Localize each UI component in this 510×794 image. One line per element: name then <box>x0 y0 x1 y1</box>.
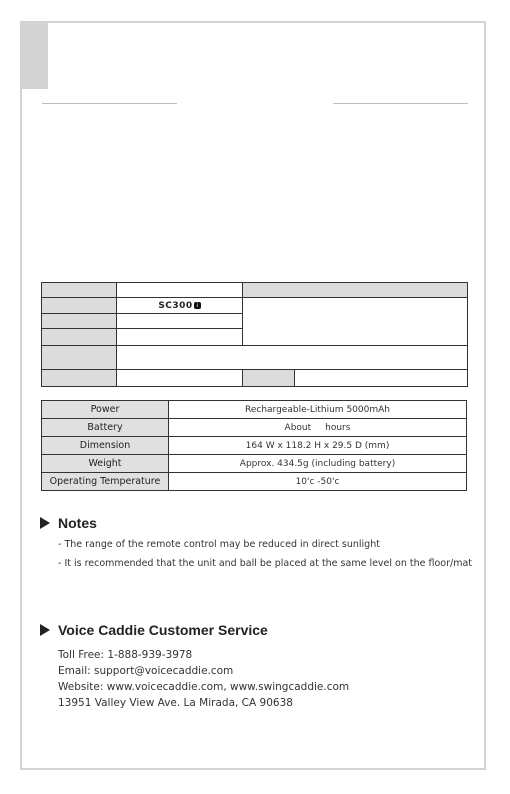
battery-value-prefix: About <box>284 422 312 433</box>
website-line: Website: www.voicecaddie.com, www.swingcaddie.com <box>58 681 350 693</box>
spec-label: Battery <box>42 419 169 437</box>
corner-tab <box>20 21 48 89</box>
spec-label: Power <box>42 401 169 419</box>
warranty-cell <box>42 298 117 314</box>
warranty-cell <box>42 314 117 329</box>
spec-row-dimension <box>42 437 467 455</box>
warranty-cell <box>117 329 243 346</box>
play-triangle-icon <box>40 517 50 529</box>
warranty-cell <box>243 370 295 387</box>
notes-heading <box>40 515 97 531</box>
spec-value: Rechargeable-Lithium 5000mAh <box>169 401 467 419</box>
warranty-cell <box>117 346 468 370</box>
warranty-cell <box>42 370 117 387</box>
warranty-cell <box>243 283 468 298</box>
spec-value <box>169 419 467 437</box>
play-triangle-icon <box>40 624 50 636</box>
warranty-cell <box>42 346 117 370</box>
email-line: Email: support@voicecaddie.com <box>58 665 234 677</box>
warranty-cell <box>117 283 243 298</box>
spec-value: Approx. 434.5g (including battery) <box>169 455 467 473</box>
header-rule-left <box>42 103 177 104</box>
toll-free-line: Toll Free: 1-888-939-3978 <box>58 649 193 661</box>
note-item: - It is recommended that the unit and ball be placed at the same level on the floor/mat <box>58 558 473 569</box>
spec-row-power <box>42 401 467 419</box>
spec-table <box>41 400 467 491</box>
spec-row-operating-temperature <box>42 473 467 491</box>
model-logo: SC300 <box>158 300 193 311</box>
note-item: - The range of the remote control may be reduced in direct sunlight <box>58 539 380 550</box>
model-cell <box>117 298 243 314</box>
warranty-cell <box>117 370 243 387</box>
spec-label: Weight <box>42 455 169 473</box>
spec-value: 10'c -50'c <box>169 473 467 491</box>
spec-row-weight <box>42 455 467 473</box>
warranty-cell <box>117 314 243 329</box>
notes-heading-text: Notes <box>58 515 97 531</box>
customer-service-heading-text: Voice Caddie Customer Service <box>58 622 268 638</box>
spec-value: 164 W x 118.2 H x 29.5 D (mm) <box>169 437 467 455</box>
spec-label: Dimension <box>42 437 169 455</box>
customer-service-heading <box>40 622 268 638</box>
spec-row-battery <box>42 419 467 437</box>
model-badge: i <box>194 302 201 309</box>
battery-value-suffix: hours <box>325 422 351 433</box>
warranty-cell <box>295 370 468 387</box>
warranty-table <box>41 282 468 387</box>
header-rule-right <box>333 103 468 104</box>
warranty-cell <box>42 329 117 346</box>
address-line: 13951 Valley View Ave. La Mirada, CA 90638 <box>58 697 293 709</box>
warranty-cell <box>243 298 468 346</box>
spec-label: Operating Temperature <box>42 473 169 491</box>
warranty-cell <box>42 283 117 298</box>
